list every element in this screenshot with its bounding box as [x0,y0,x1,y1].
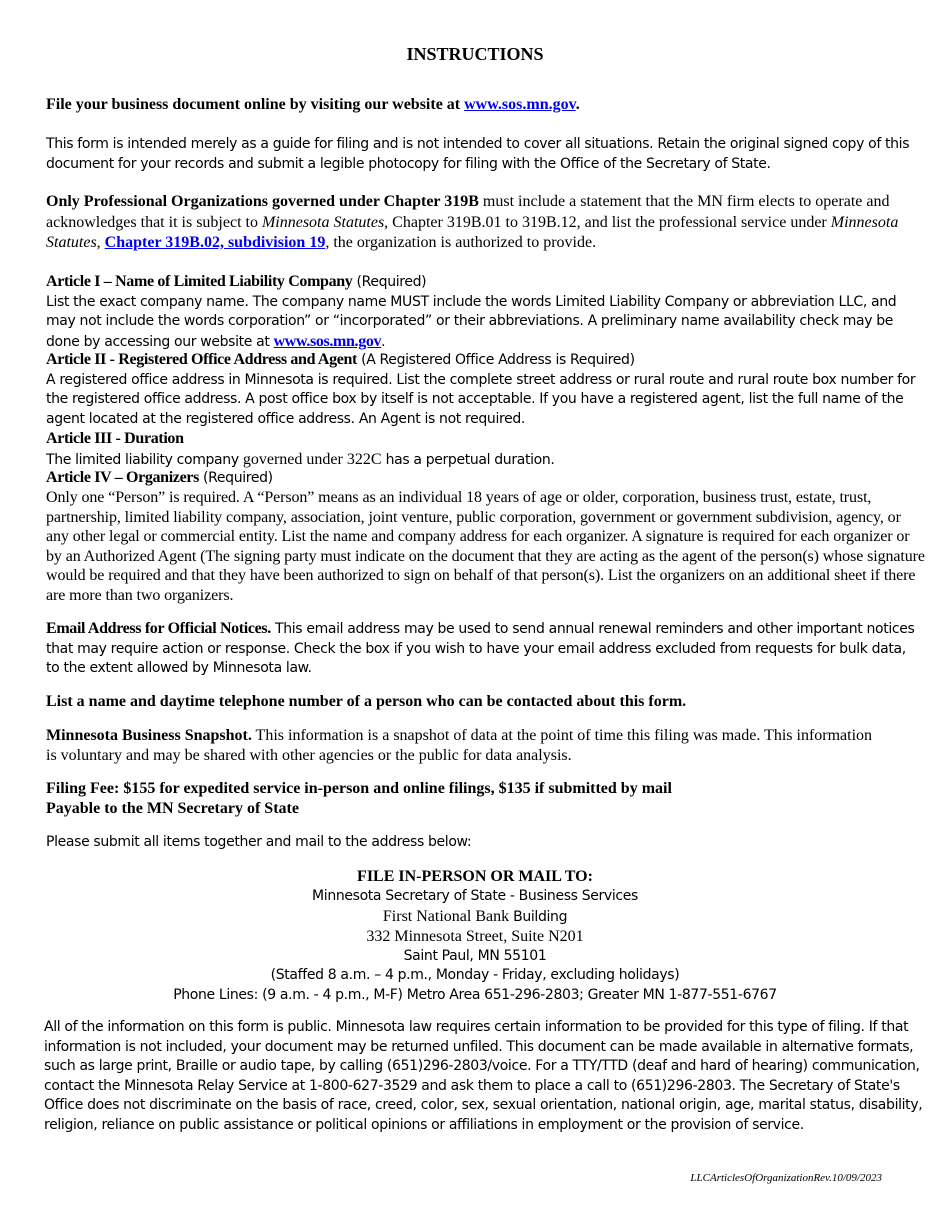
article-2-section [46,350,921,429]
article-1-body: List the exact company name. The company name MUST include the words Limited Liability Company or abbreviation LLC, and may not include the words corporation” or “incorporated” or their abbreviations. A preliminary name availability check may be done by accessing our website at [46,293,897,350]
article-3-heading: Article III - Duration [46,430,184,447]
article-3-body-1: The limited liability company [46,451,243,468]
article-2-heading: Article II - Registered Office Address and Agent [46,351,358,368]
address-line-2-a: First National Bank [382,907,514,925]
email-body: This email address may be used to send annual renewal reminders and other important notices that may require action or response. Check the box if you wish to have your email address excluded from requests for bulk data, to the extent allowed by Minnesota law. [46,621,915,676]
filing-fee-section [46,779,926,819]
professional-org-text-2: , Chapter 319B.01 to 319B.12, and list the professional service under [384,213,831,231]
submit-instructions: Please submit all items together and mail to the address below: [46,834,472,850]
snapshot-heading: Minnesota Business Snapshot. [46,727,252,744]
professional-org-text-4: , the organization is authorized to provide. [325,234,597,251]
public-information-notice: All of the information on this form is public. Minnesota law requires certain information to be provided for this type of filing. If that information is not included, your document may be returned unfiled. This document can be made available in alternative formats, such as large print, Braille or audio tape, by calling (651)296-2803/voice. For a TTY/TTD (deaf and hard of hearing) communication, contact the Minnesota Relay Service at 1-800-627-3529 and ask them to place a call to (651)296-2803. The Secretary of State's Office does not discriminate on the basis of race, creed, color, sex, sexual orientation, national origin, age, marital status, disability, religion, reliance on public assistance or political opinions or affiliations in employment or the provision of service. [44,1019,923,1133]
sos-website-link[interactable]: www.sos.mn.gov [464,96,576,113]
online-filing-tail: . [575,96,580,113]
professional-org-text-1: must include a statement that the MN firm elects to operate and acknowledges that it is subject to [46,193,890,231]
article-4-heading-line [46,468,926,489]
mailing-address-block [0,867,950,1005]
article-2-body: A registered office address in Minnesota is required. List the complete street address or rural route and rural route box number for the registered office address. A post office box by itself is not acceptable. If you have a registered agent, list the full name of the agent located at the registered office address. An Agent is not required. [46,371,916,427]
email-section [46,619,921,679]
filing-fee-line: Filing Fee: $155 for expedited service in-person and online filings, $135 if submitted by mail [46,780,672,797]
snapshot-body: This information is a snapshot of data at the point of time this filing was made. This information is voluntary and may be shared with other agencies or the public for data analysis. [46,727,873,764]
article-4-required: (Required) [198,470,273,486]
page-title: INSTRUCTIONS [406,44,544,64]
professional-org-heading: Only Professional Organizations governed under Chapter 319B [46,193,479,210]
address-heading: FILE IN-PERSON OR MAIL TO: [357,868,593,885]
address-line-2-b: Building [513,908,568,925]
address-line-1: Minnesota Secretary of State - Business Services [312,888,638,904]
professional-org-paragraph [46,192,926,254]
address-line-4: Saint Paul, MN 55101 [403,947,547,964]
contact-person-note: List a name and daytime telephone number of a person who can be contacted about this form. [46,693,687,710]
article-1-required: (Required) [352,274,427,290]
form-revision-footer: LLCArticlesOfOrganizationRev.10/09/2023 [690,1172,882,1184]
article-1-section [46,272,921,352]
phone-lines: Phone Lines: (9 a.m. - 4 p.m., M-F) Metro Area 651-296-2803; Greater MN 1-877-551-6767 [173,986,777,1003]
article-1-tail: . [381,333,386,350]
office-hours-line: (Staffed 8 a.m. – 4 p.m., Monday - Friday, excluding holidays) [270,967,680,983]
article-1-heading: Article I – Name of Limited Liability Company [46,273,353,290]
online-filing-note [46,96,916,114]
professional-org-text-3: , [96,234,105,251]
address-line-3: 332 Minnesota Street, Suite N201 [366,928,584,945]
snapshot-section [46,726,876,766]
article-2-required: (A Registered Office Address is Required) [357,352,635,368]
chapter-319b-link[interactable]: Chapter 319B.02, subdivision 19 [104,234,326,251]
professional-org-statutes-2: Minnesota Statutes [46,213,899,251]
intro-paragraph: This form is intended merely as a guide for filing and is not intended to cover all situations. Retain the original signed copy of this document for your records and submit a legible photocopy for filing with the Office of the Secretary of State. [46,136,910,172]
article-3-body-3: has a perpetual duration. [381,451,555,468]
article-3-body-2: governed under 322C [242,450,382,468]
address-line-2 [0,907,950,928]
article-4-heading: Article IV – Organizers [46,469,199,486]
email-heading: Email Address for Official Notices. [46,620,271,637]
payable-to-line: Payable to the MN Secretary of State [46,800,299,817]
article-3-section [46,429,921,470]
professional-org-statutes-1: Minnesota Statutes [261,213,385,231]
online-filing-lead: File your business document online by visiting our website at [46,96,465,113]
name-availability-link[interactable]: www.sos.mn.gov [273,332,382,350]
article-4-body: Only one “Person” is required. A “Person” means as an individual 18 years of age or older, corporation, business trust, estate, trust, partnership, limited liability company, association, joint venture, public corporation, government or government subdivision, agency, or any other legal or commercial entity. List the name and company address for each organizer. A signature is required for each organizer or by an Authorized Agent (The signing party must indicate on the document that they are acting as the agent of the person(s) whose signature would be required and that they have been authorized to sign on behalf of that person(s). List the organizers on an additional sheet if there are more than two organizers. [46,489,925,604]
